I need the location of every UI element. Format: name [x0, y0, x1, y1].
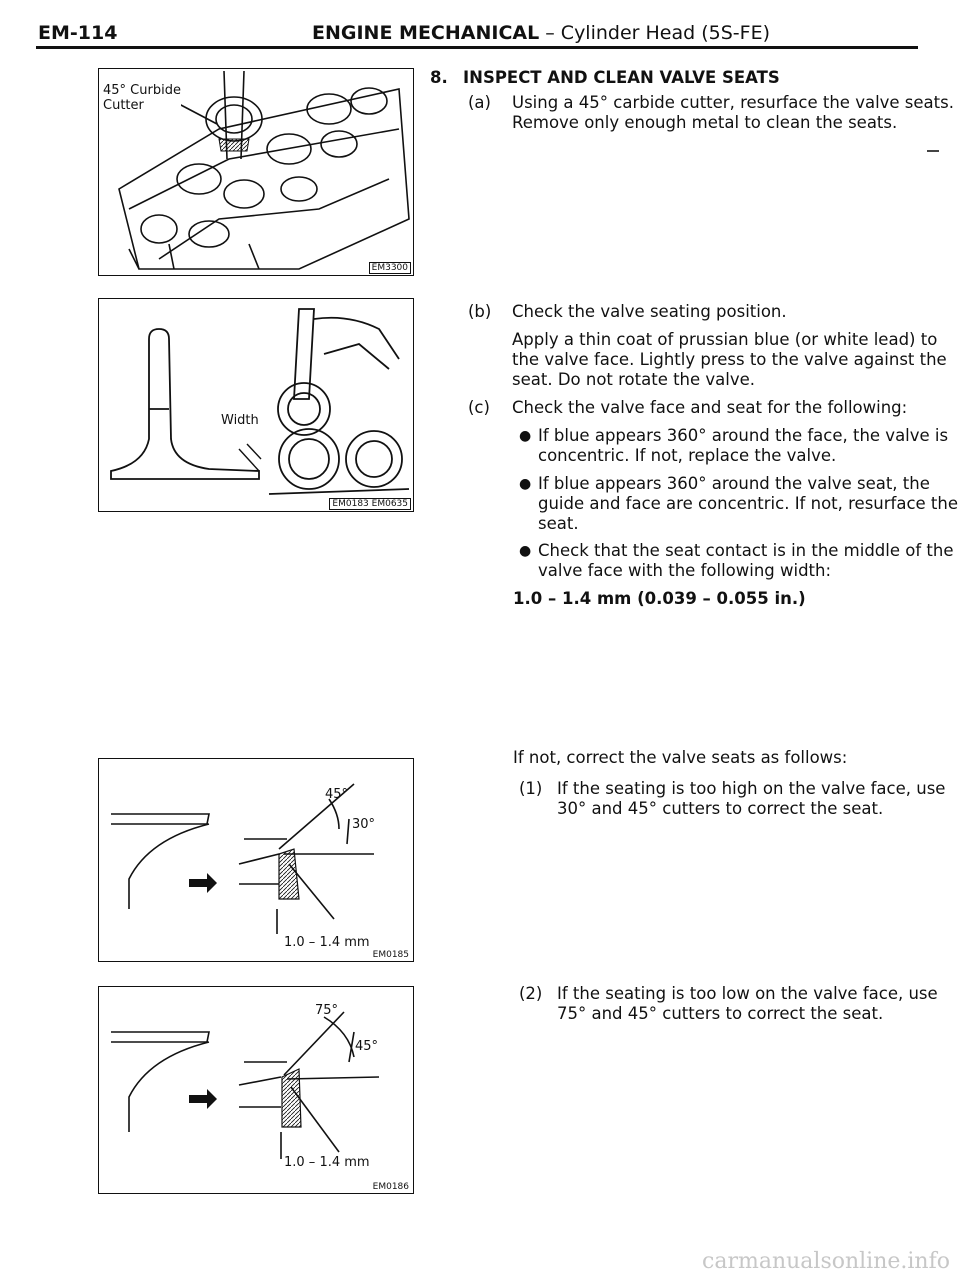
item-2-line2: 75° and 45° cutters to correct the seat. [557, 1004, 884, 1023]
bullet3-line2: valve face with the following width: [538, 561, 832, 580]
title-dash: – [539, 22, 561, 44]
bullet2-line2: guide and face are concentric. If not, resurface the [538, 494, 959, 513]
page-title [312, 22, 770, 44]
figure-carbide-cutter [98, 68, 414, 276]
figure-low-seat-correction [98, 986, 414, 1194]
bullet-icon: ● [519, 543, 532, 559]
bullet-icon: ● [519, 476, 532, 492]
angle-label-45: 45° [325, 787, 349, 802]
watermark: carmanualsonline.info [702, 1249, 950, 1274]
substep-a-line2: Remove only enough metal to clean the seats. [512, 113, 898, 132]
step-number: 8. [430, 68, 448, 87]
subsection-title: Cylinder Head (5S-FE) [560, 22, 770, 44]
bullet-icon: ● [519, 428, 532, 444]
cutter-label-line1: 45° Curbide [103, 83, 181, 98]
substep-b-line1: Check the valve seating position. [512, 302, 787, 321]
step-title: INSPECT AND CLEAN VALVE SEATS [463, 68, 780, 87]
item-2-line1: If the seating is too low on the valve face, use [557, 984, 938, 1003]
angle-label-75: 75° [315, 1003, 339, 1018]
seat-correction-illustration-30-45 [99, 759, 413, 961]
substep-c-label: (c) [468, 398, 490, 417]
item-2-label: (2) [519, 984, 543, 1003]
substep-b-label: (b) [468, 302, 492, 321]
figure-code: EM0186 [372, 1182, 409, 1192]
seat-width-spec: 1.0 – 1.4 mm (0.039 – 0.055 in.) [513, 589, 806, 608]
substep-b-para-line2: the valve face. Lightly press to the valve against the [512, 350, 947, 369]
substep-a-label: (a) [468, 93, 491, 112]
figure-code: EM3300 [369, 262, 411, 274]
bullet1-line1: If blue appears 360° around the face, the valve is [538, 426, 949, 445]
substep-b-para-line1: Apply a thin coat of prussian blue (or white lead) to [512, 330, 938, 349]
item-1-line1: If the seating is too high on the valve face, use [557, 779, 946, 798]
if-not-intro: If not, correct the valve seats as follows: [513, 748, 848, 767]
item-1-line2: 30° and 45° cutters to correct the seat. [557, 799, 884, 818]
dimension-label: 1.0 – 1.4 mm [284, 935, 370, 950]
valve-seat-illustration [99, 299, 413, 511]
margin-mark [927, 150, 939, 152]
item-1-label: (1) [519, 779, 543, 798]
width-label: Width [221, 413, 259, 428]
angle-label-45: 45° [355, 1039, 379, 1054]
angle-label-30: 30° [352, 817, 376, 832]
cutter-label-line2: Cutter [103, 98, 144, 113]
substep-b-para-line3: seat. Do not rotate the valve. [512, 370, 756, 389]
page-code: EM-114 [38, 22, 118, 44]
substep-a-line1: Using a 45° carbide cutter, resurface the valve seats. [512, 93, 954, 112]
arrow-icon [189, 873, 217, 893]
bullet2-line1: If blue appears 360° around the valve seat, the [538, 474, 930, 493]
bullet1-line2: concentric. If not, replace the valve. [538, 446, 837, 465]
dimension-label: 1.0 – 1.4 mm [284, 1155, 370, 1170]
figure-valve-seat-width [98, 298, 414, 512]
figure-high-seat-correction [98, 758, 414, 962]
section-title: ENGINE MECHANICAL [312, 22, 540, 44]
cutter-label [103, 83, 181, 113]
substep-c-line1: Check the valve face and seat for the following: [512, 398, 908, 417]
bullet2-line3: seat. [538, 514, 579, 533]
figure-code: EM0183 EM0635 [329, 498, 411, 510]
bullet3-line1: Check that the seat contact is in the middle of the [538, 541, 954, 560]
arrow-icon [189, 1089, 217, 1109]
header-rule [36, 46, 918, 49]
figure-code: EM0185 [372, 950, 409, 960]
